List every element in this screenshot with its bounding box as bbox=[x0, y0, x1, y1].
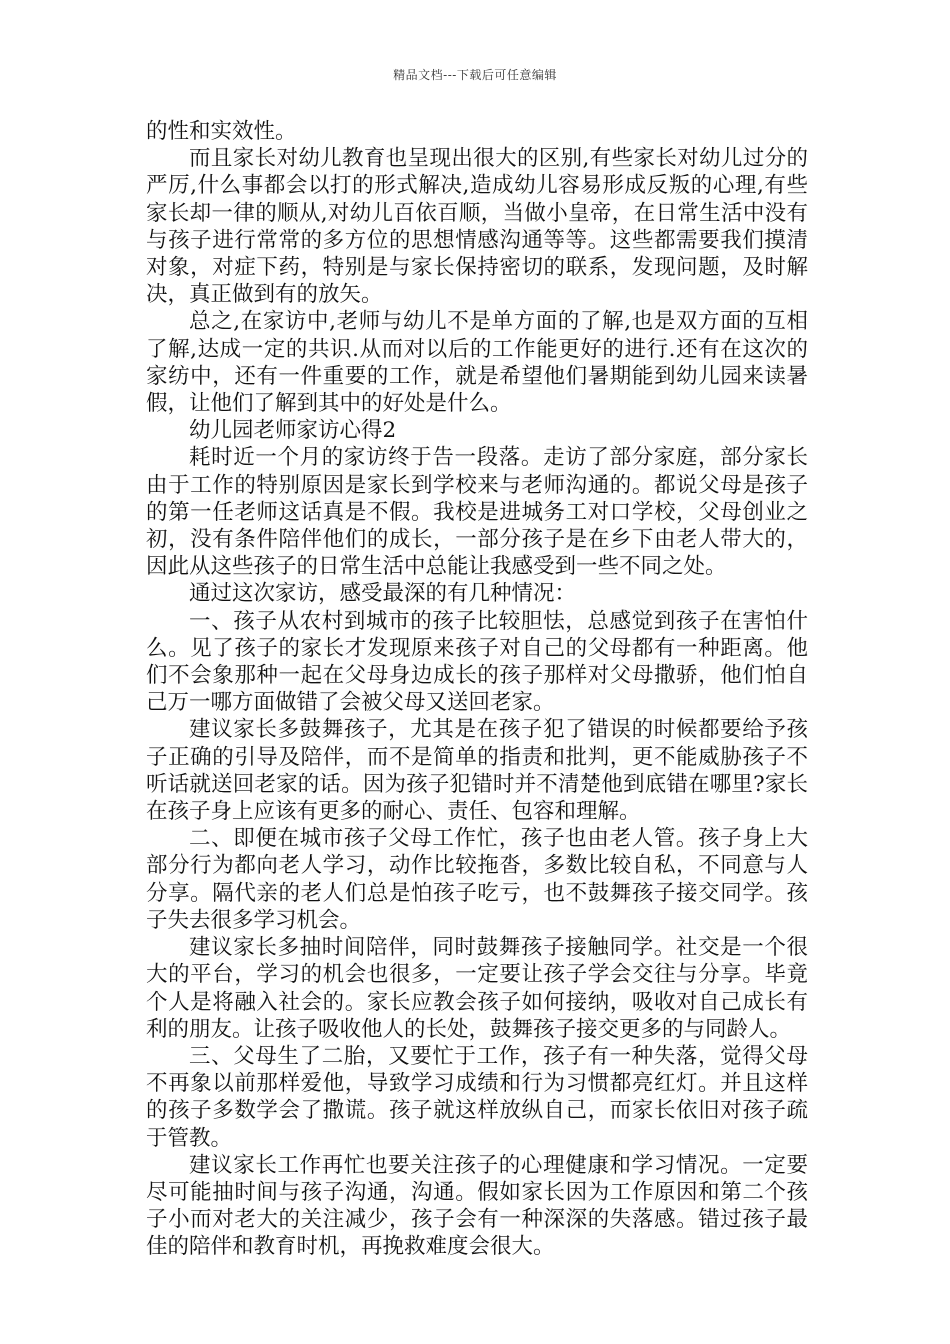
paragraph: 的性和实效性。 bbox=[146, 119, 297, 144]
page-header: 精品文档---下载后可任意编辑 bbox=[393, 68, 557, 82]
paragraph: 三、父母生了二胎，又要忙于工作，孩子有一种失落，觉得父母不再象以前那样爱他，导致学习成绩和行为习惯都亮红灯。并且这样的孩子多数学会了撒谎。孩子就这样放纵自己，而家长依旧对孩子疏于管教。 bbox=[146, 1043, 808, 1151]
paragraph: 建议家长多抽时间陪伴，同时鼓舞孩子接触同学。社交是一个很大的平台，学习的机会也很多，一定要让孩子学会交往与分享。毕竟个人是将融入社会的。家长应教会孩子如何接纳，吸收对自己成长有利的朋友。让孩子吸收他人的长处，鼓舞孩子接交更多的与同龄人。 bbox=[146, 935, 808, 1042]
section-heading: 幼儿园老师家访心得2 bbox=[189, 418, 397, 444]
paragraph: 耗时近一个月的家访终于告一段落。走访了部分家庭，部分家长由于工作的特别原因是家长到学校来与老师沟通的。都说父母是孩子的第一任老师这话真是不假。我校是进城务工对口学校，父母创业之初，没有条件陪伴他们的成长，一部分孩子是在乡下由老人带大的，因此从这些孩子的日常生活中总能让我感受到一些不同之处。 bbox=[146, 445, 808, 580]
document-body bbox=[146, 118, 808, 1261]
paragraph: 通过这次家访，感受最深的有几种情况： bbox=[189, 581, 577, 607]
paragraph: 而且家长对幼儿教育也呈现出很大的区别,有些家长对幼儿过分的严厉,什么事都会以打的形式解决,造成幼儿容易形成反叛的心理,有些家长却一律的顺从,对幼儿百依百顺，当做小皇帝，在日常生活中没有与孩子进行常常的多方位的思想情感沟通等等。这些都需要我们摸清对象，对症下药，特别是与家长保持密切的联系，发现问题，及时解决，真正做到有的放矢。 bbox=[146, 146, 808, 308]
paragraph: 一、孩子从农村到城市的孩子比较胆怯，总感觉到孩子在害怕什么。见了孩子的家长才发现原来孩子对自己的父母都有一种距离。他们不会象那种一起在父母身边成长的孩子那样对父母撒骄，他们怕自己万一哪方面做错了会被父母又送回老家。 bbox=[146, 608, 808, 716]
paragraph: 总之,在家访中,老师与幼儿不是单方面的了解,也是双方面的互相了解,达成一定的共识.从而对以后的工作能更好的进行.还有在这次的家纺中，还有一件重要的工作，就是希望他们暑期能到幼儿园来读暑假，让他们了解到其中的好处是什么。 bbox=[146, 309, 808, 417]
paragraph: 建议家长工作再忙也要关注孩子的心理健康和学习情况。一定要尽可能抽时间与孩子沟通，沟通。假如家长因为工作原因和第二个孩子小而对老大的关注减少，孩子会有一种深深的失落感。错过孩子最佳的陪伴和教育时机，再挽救难度会很大。 bbox=[146, 1152, 808, 1260]
paragraph: 二、即便在城市孩子父母工作忙，孩子也由老人管。孩子身上大部分行为都向老人学习，动作比较拖沓，多数比较自私，不同意与人分享。隔代亲的老人们总是怕孩子吃亏，也不鼓舞孩子接交同学。孩子失去很多学习机会。 bbox=[146, 826, 808, 933]
paragraph: 建议家长多鼓舞孩子，尤其是在孩子犯了错误的时候都要给予孩子正确的引导及陪伴，而不是简单的指责和批判，更不能威胁孩子不听话就送回老家的话。因为孩子犯错时并不清楚他到底错在哪里?家长在孩子身上应该有更多的耐心、责任、包容和理解。 bbox=[146, 717, 808, 825]
